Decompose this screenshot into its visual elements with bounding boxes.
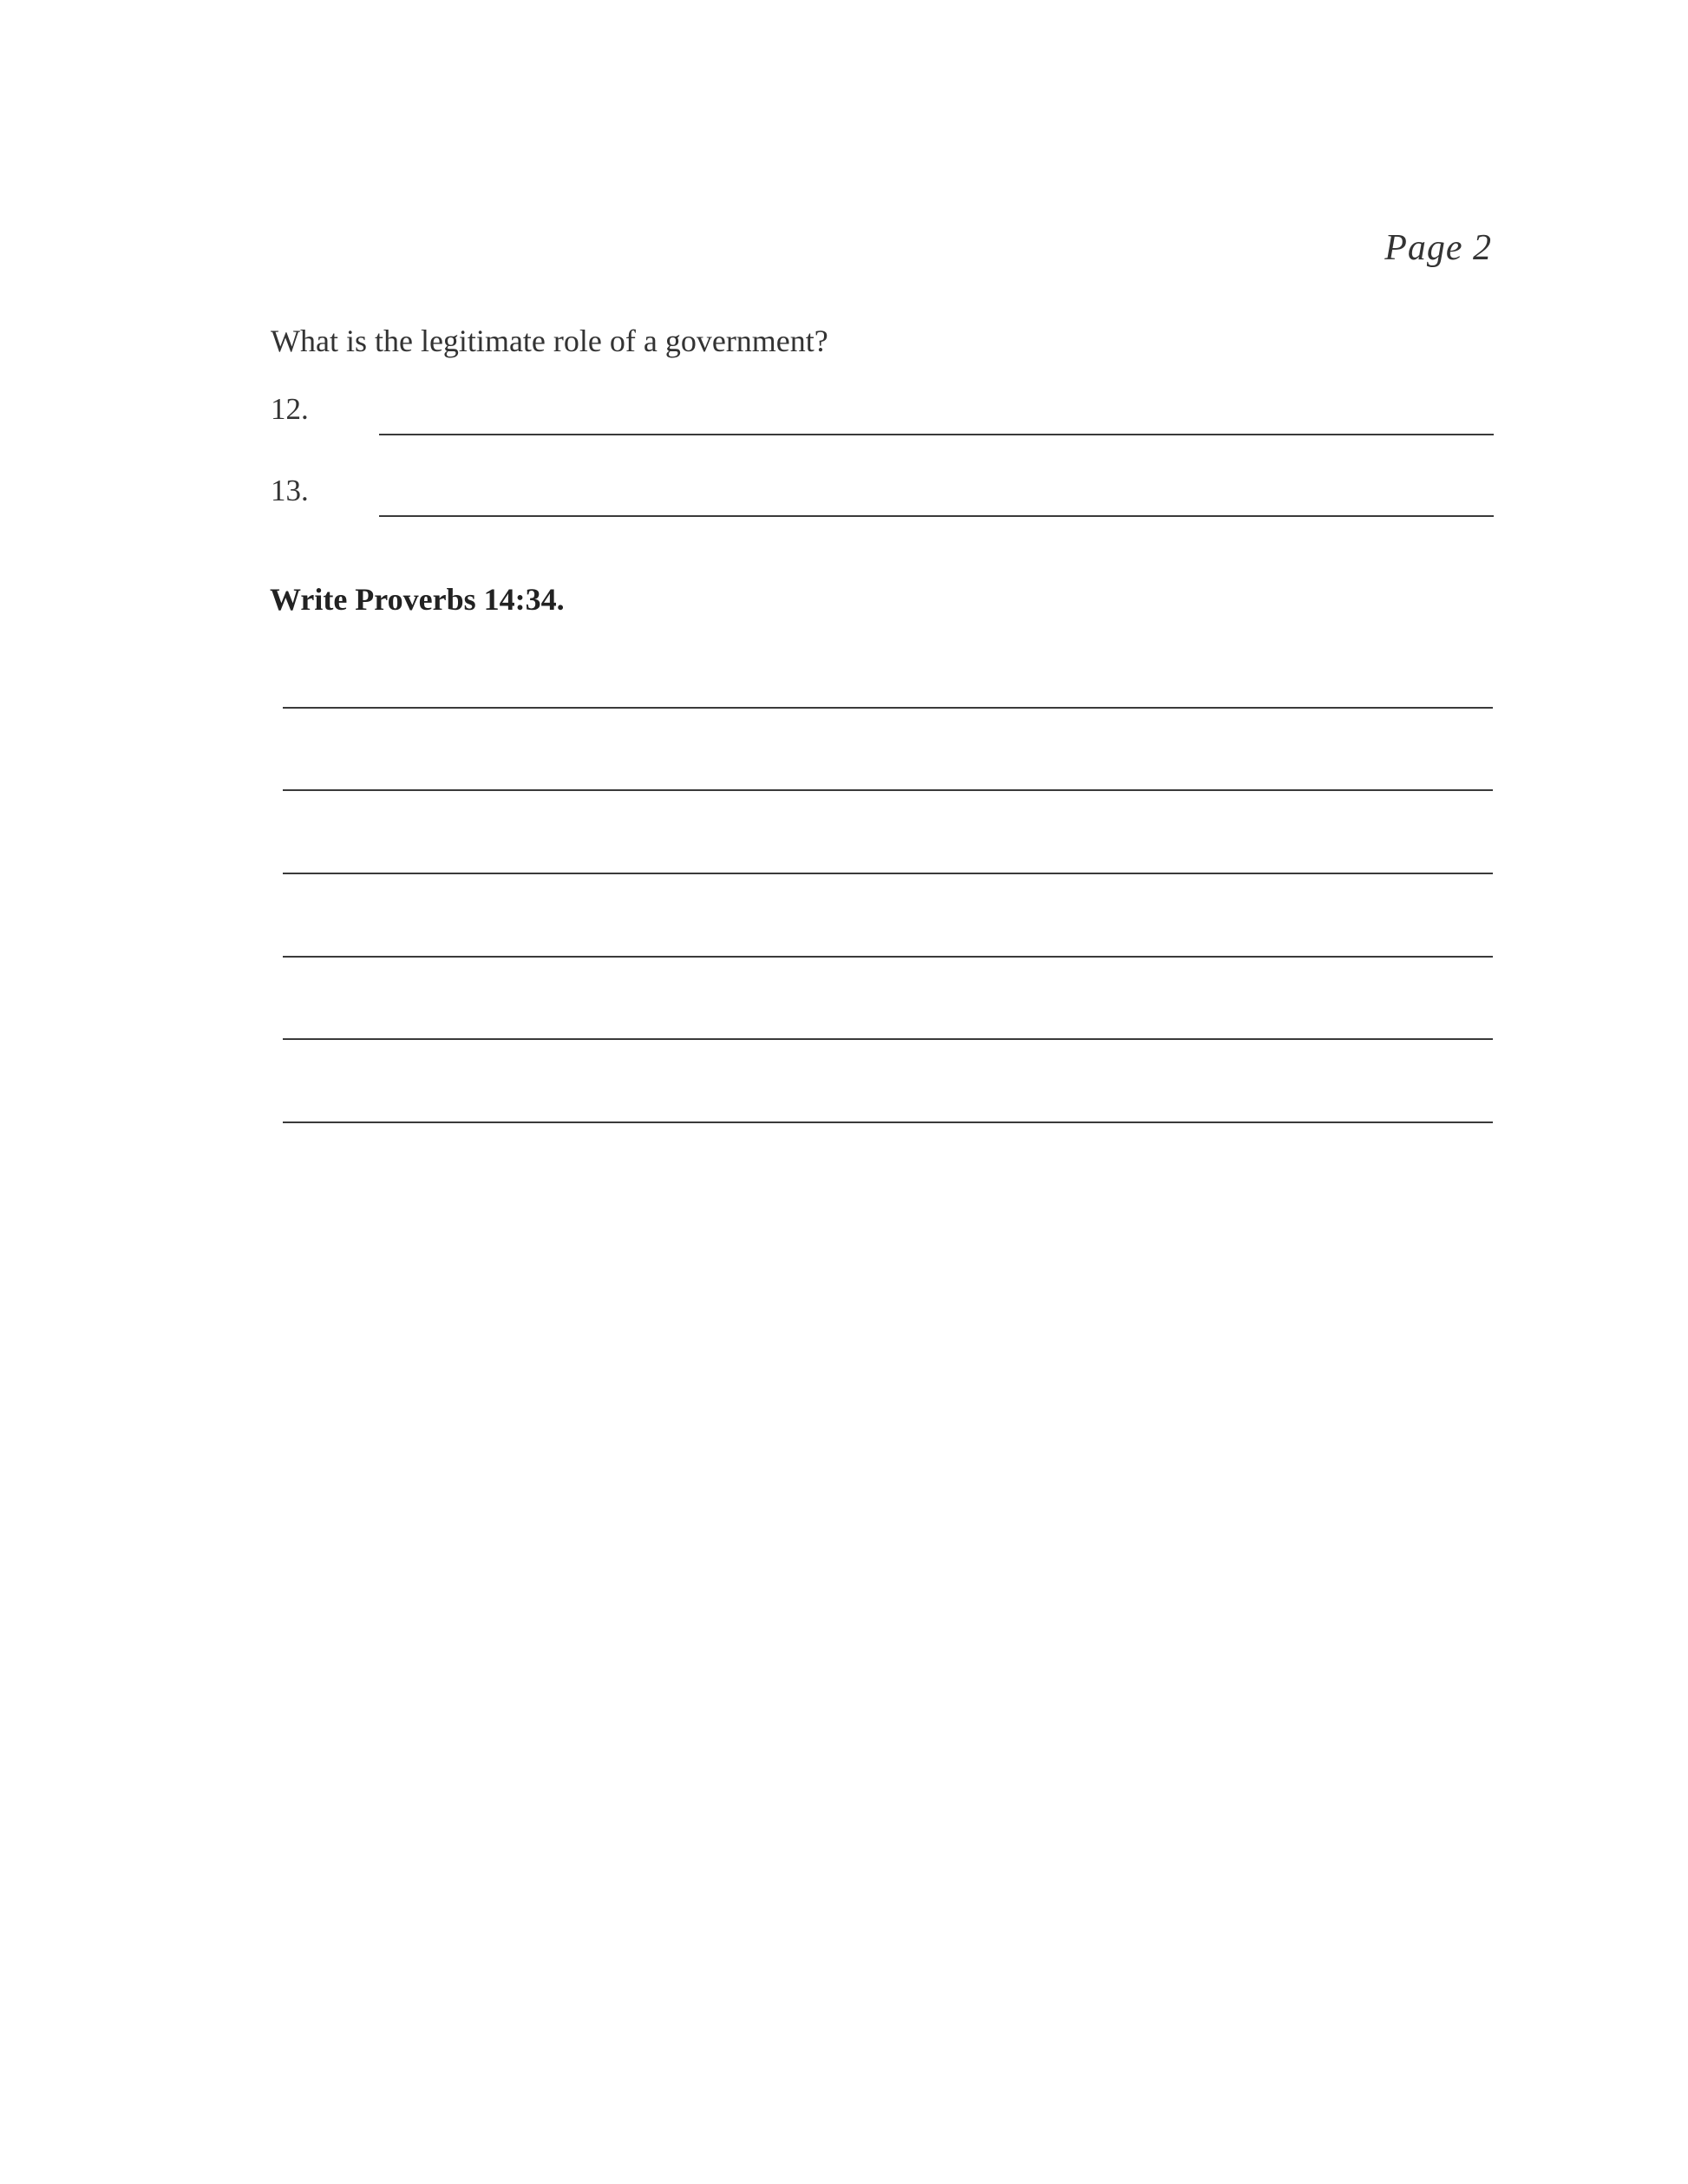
- question-text: What is the legitimate role of a government?: [271, 324, 828, 358]
- writing-line-5[interactable]: [283, 1038, 1493, 1040]
- answer-row-13: [271, 474, 1494, 517]
- writing-line-3[interactable]: [283, 873, 1493, 874]
- answer-row-12: [271, 392, 1494, 435]
- answer-number: 13.: [271, 474, 309, 507]
- writing-instruction: Write Proverbs 14:34.: [270, 582, 565, 617]
- writing-line-2[interactable]: [283, 789, 1493, 791]
- writing-line-6[interactable]: [283, 1121, 1493, 1123]
- writing-line-1[interactable]: [283, 707, 1493, 709]
- answer-number: 12.: [271, 392, 309, 426]
- page-number: Page 2: [1384, 228, 1492, 268]
- answer-line[interactable]: [379, 434, 1494, 435]
- answer-line[interactable]: [379, 515, 1494, 517]
- writing-line-4[interactable]: [283, 956, 1493, 958]
